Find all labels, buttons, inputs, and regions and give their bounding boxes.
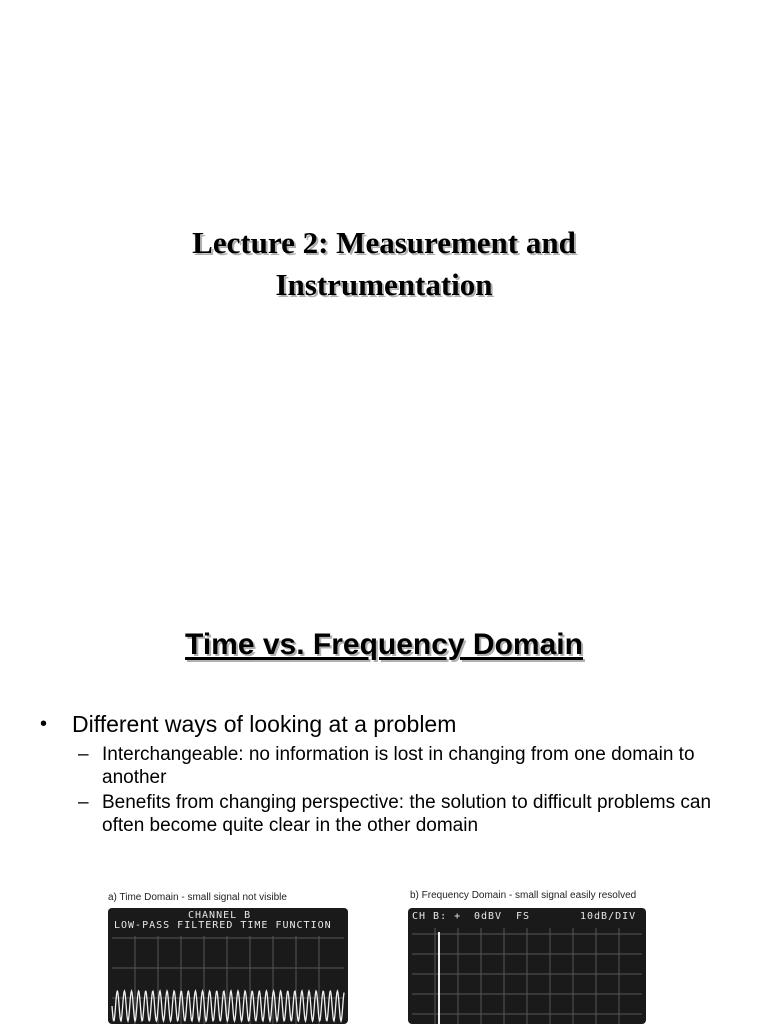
- time-domain-oscilloscope: [108, 908, 348, 1024]
- bullet-item: [40, 707, 740, 741]
- figure-b-caption: b) Frequency Domain - small signal easily resolved: [410, 890, 637, 901]
- dash-icon: –: [78, 744, 89, 765]
- section-title: Time vs. Frequency Domain: [185, 628, 583, 661]
- slide-title: [0, 222, 768, 306]
- sub-bullet-text: Benefits from changing perspective: the solution to difficult problems can often become quite clear in the other domain: [102, 792, 712, 836]
- slide-title-line-2: Instrumentation: [275, 267, 493, 302]
- figure-a-caption: a) Time Domain - small signal not visible: [108, 892, 287, 903]
- scope-scale-label: 10dB/DIV: [580, 911, 637, 922]
- frequency-domain-analyzer: [408, 908, 646, 1024]
- sub-bullet-item: [40, 743, 740, 789]
- frequency-domain-trace: [408, 908, 646, 1024]
- scope-function-label: LOW-PASS FILTERED TIME FUNCTION: [114, 920, 332, 931]
- sub-bullet-text: Interchangeable: no information is lost in changing from one domain to another: [102, 744, 695, 788]
- bullet-list: [40, 707, 740, 837]
- scope-ch-label: CH B: +: [412, 911, 462, 922]
- sub-bullet-item: [40, 791, 740, 837]
- scope-fs-label: FS: [516, 911, 531, 922]
- dash-icon: –: [78, 792, 89, 813]
- scope-channel-label: CHANNEL B: [188, 910, 252, 921]
- slide-title-line-1: Lecture 2: Measurement and: [192, 225, 576, 260]
- bullet-text: Different ways of looking at a problem: [72, 711, 457, 737]
- bullet-dot-icon: •: [40, 713, 48, 735]
- scope-ref-label: 0dBV: [474, 911, 503, 922]
